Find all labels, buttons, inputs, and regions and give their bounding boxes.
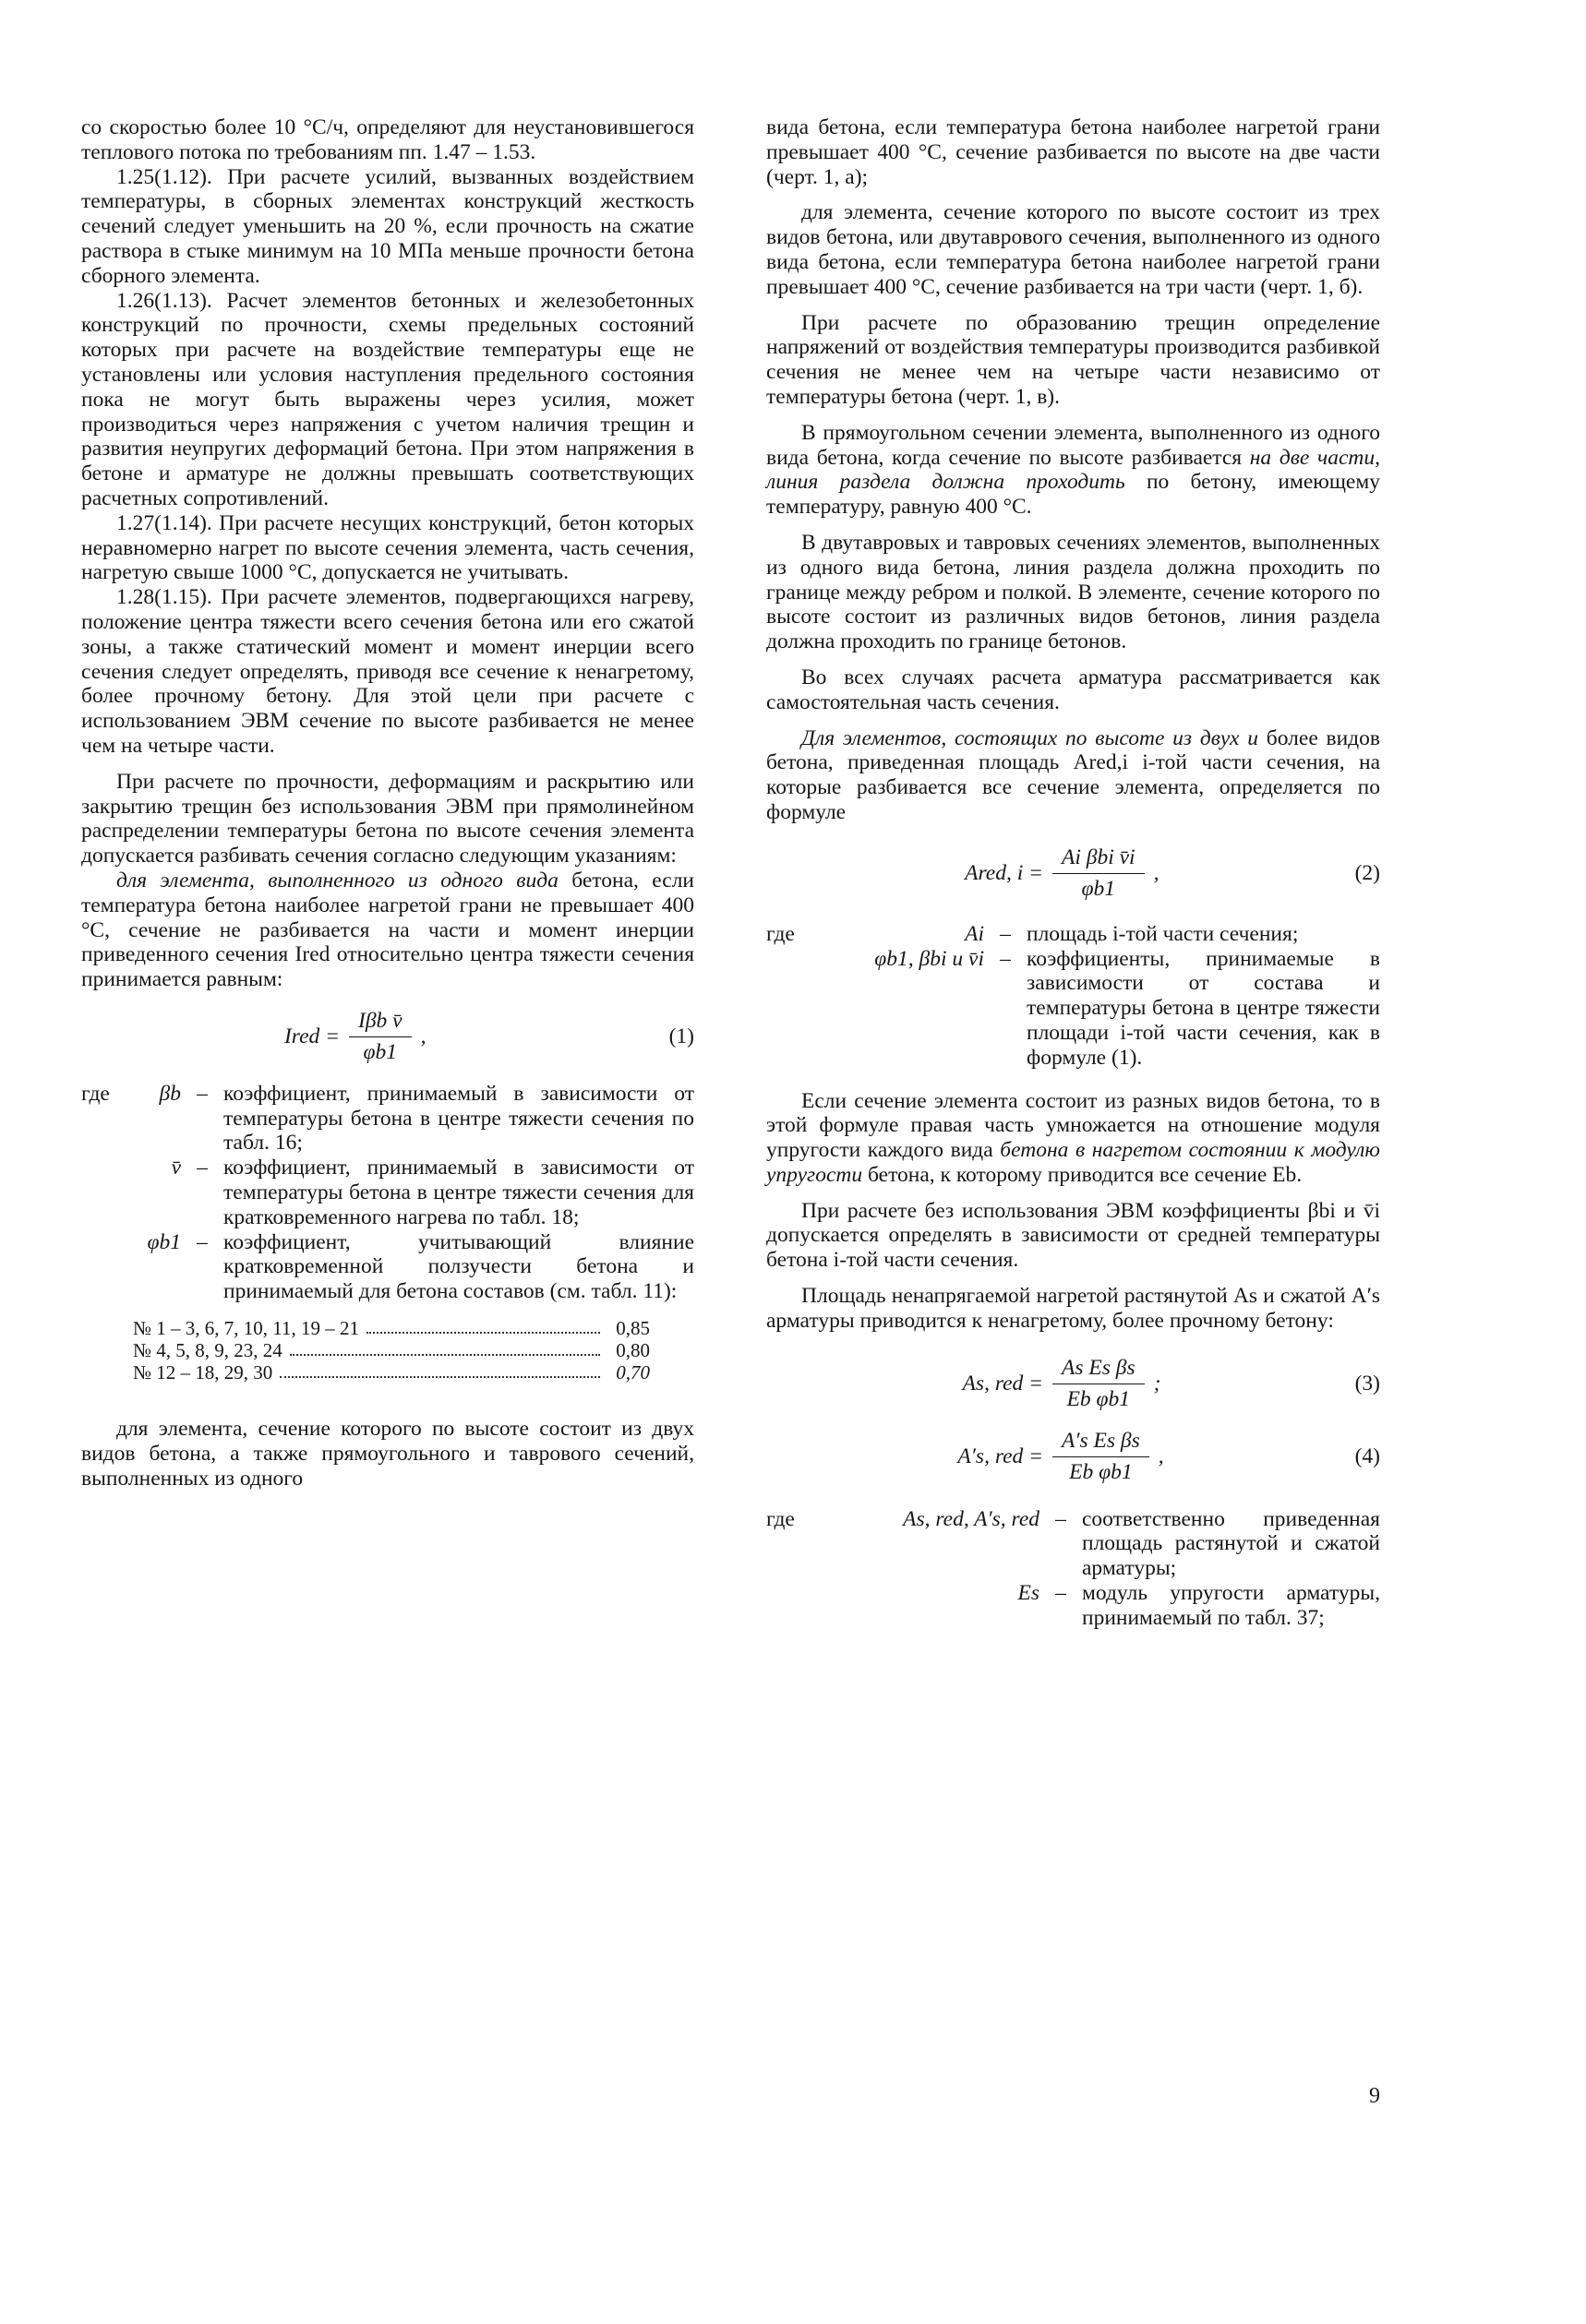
paragraph-rectangular (766, 421, 1380, 520)
composition-row (133, 1339, 650, 1361)
def-where: где (766, 921, 795, 946)
def-where (766, 1581, 807, 1631)
paragraph-continuation: вида бетона, если температура бетона наиболее нагретой грани превышает 400 °С, сечение разбивается по высоте на две части (черт. 1, а); (766, 115, 1380, 189)
formula-2-number: (2) (1354, 860, 1380, 885)
formula-4-fraction (1052, 1429, 1149, 1485)
def-dash: – (197, 1156, 208, 1180)
formula-2-denominator: φb1 (1081, 876, 1116, 901)
paragraph-different-concretes (766, 1089, 1380, 1188)
leader-dots (280, 1361, 600, 1378)
paragraph-continuation: со скоростью более 10 °С/ч, определяют для неустановившегося теплового потока по требованиям пп. 1.47 – 1.53. (81, 115, 694, 164)
left-column (81, 115, 694, 1491)
composition-row (133, 1317, 650, 1339)
def-description: коэффициент, учитывающий влияние кратковременной ползучести бетона и принимаемый для бетона составов (см. табл. 11): (223, 1229, 694, 1304)
diff-text-a: Если сечение элемента состоит из разных видов бетона, то в этой формуле правая часть умножается на отношение модуля упругости каждого вида (766, 1088, 1380, 1163)
def-dash: – (1055, 1506, 1066, 1531)
diff-text-c: бетона, к которому приводится все сечение Eb. (862, 1162, 1303, 1187)
paragraph-cracks: При расчете по образованию трещин определение напряжений от воздействия температуры производится разбивкой сечения не менее чем на четыре части независимо от температуры бетона (черт. 1, в). (766, 310, 1380, 409)
formula-4 (766, 1429, 1380, 1485)
paragraph-strength: При расчете по прочности, деформациям и раскрытию или закрытию трещин без использования ЭВМ при прямолинейном распределении температуры бетона по высоте сечения элемента допускается разбивать сечения согласно следующим указаниям: (81, 769, 694, 869)
definitions-3 (766, 1507, 1380, 1631)
formula-4-numerator: A′s Es βs (1052, 1429, 1149, 1457)
def-symbol: Es (1017, 1581, 1039, 1606)
composition-value: 0,70 (616, 1361, 650, 1384)
paragraph-1-27: 1.27(1.14). При расчете несущих конструкций, бетон которых неравномерно нагрет по высоте сечения элемента, часть сечения, нагретую свыше 1000 °С, допускается не учитывать. (81, 510, 694, 585)
formula-3-number: (3) (1354, 1371, 1380, 1396)
formula-2-lhs: Ared, i = (965, 860, 1043, 885)
paragraph-tee-sections: В двутавровых и тавровых сечениях элементов, выполненных из одного вида бетона, линия раздела должна проходить по границе между ребром и полкой. В элементе, сечение которого по высоте состоит из различных видов бетонов, линия раздела должна проходить по границе бетонов. (766, 530, 1380, 654)
page-number: 9 (1369, 2084, 1380, 2108)
leader-dots (290, 1339, 600, 1356)
def-symbol: φb1, βbi и v̄i (874, 946, 984, 971)
diff-text-italic: бетона в нагретом состоянии к модулю упругости (766, 1138, 1380, 1187)
reduced-text-italic: Для элементов, состоящих по высоте из двух и (801, 725, 1258, 750)
formula-1 (81, 1009, 694, 1065)
compositions-list (81, 1317, 694, 1384)
formula-3-denominator: Eb φb1 (1066, 1386, 1131, 1411)
rect-text-italic: на две части, линия раздела должна проходить (766, 445, 1380, 495)
def-where (766, 947, 807, 1071)
def-description: коэффициент, принимаемый в зависимости от температуры бетона в центре тяжести сечения для кратковременного нагрева по табл. 18; (223, 1156, 694, 1229)
composition-label: № 12 – 18, 29, 30 (133, 1361, 273, 1384)
def-description: коэффициенты, принимаемые в зависимости от состава и температуры бетона в центре тяжести площади i-той части сечения, как в формуле (1). (1027, 946, 1380, 1070)
formula-2 (766, 845, 1380, 902)
formula-2-fraction (1052, 845, 1145, 902)
formula-3-lhs: As, red = (962, 1371, 1043, 1396)
formula-4-tail: , (1158, 1444, 1164, 1468)
reduced-text-rest: более видов бетона, приведенная площадь Ared,i i-той части сечения, на которые разбивается все сечение элемента, определяется по формуле (766, 725, 1380, 824)
formula-1-denominator: φb1 (363, 1039, 398, 1064)
paragraph-three-types: для элемента, сечение которого по высоте состоит из трех видов бетона, или двутаврового сечения, выполненного из одного вида бетона, если температура бетона наиболее нагретой грани превышает 400 °С, сечение разбивается на три части (черт. 1, б). (766, 200, 1380, 299)
def-description: коэффициент, принимаемый в зависимости от температуры бетона в центре тяжести сечения по табл. 16; (223, 1081, 694, 1156)
def-where: где (766, 1506, 795, 1531)
composition-label: № 1 – 3, 6, 7, 10, 11, 19 – 21 (133, 1317, 360, 1340)
rect-text-c: по бетону, имеющему температуру, равную 400 °С. (766, 470, 1380, 520)
formula-2-numerator: Ai βbi v̄i (1052, 845, 1145, 874)
def-dash: – (1000, 946, 1011, 971)
formula-1-numerator: Iβb v̄ (349, 1009, 412, 1037)
paragraph-rebar: Во всех случаях расчета арматура рассматривается как самостоятельная часть сечения. (766, 665, 1380, 714)
formula-2-tail: , (1153, 860, 1159, 885)
paragraph-reduced-area (766, 726, 1380, 825)
def-where: где (81, 1081, 110, 1106)
def-dash: – (1055, 1581, 1066, 1606)
right-column (766, 115, 1380, 1631)
definitions-1 (81, 1082, 694, 1304)
leader-dots (366, 1317, 600, 1334)
def-description: модуль упругости арматуры, принимаемый по табл. 37; (1082, 1581, 1380, 1630)
def-description: площадь i-той части сечения; (1027, 921, 1299, 946)
paragraph-two-types: для элемента, сечение которого по высоте состоит из двух видов бетона, а также прямоугольного и таврового сечений, выполненных из одного (81, 1417, 694, 1491)
paragraph-1-25: 1.25(1.12). При расчете усилий, вызванных воздействием температуры, в сборных элементах конструкций жесткость сечений следует уменьшить на 20 %, если прочность на сжатие раствора в стыке минимум на 10 МПа меньше прочности бетона сборного элемента. (81, 164, 694, 288)
paragraph-one-type (81, 869, 694, 992)
formula-4-denominator: Eb φb1 (1069, 1459, 1133, 1484)
def-symbol: Ai (965, 921, 984, 946)
def-symbol: v̄ (171, 1156, 181, 1180)
formula-3-fraction (1052, 1356, 1145, 1412)
formula-3-tail: ; (1153, 1371, 1161, 1396)
formula-4-number: (4) (1354, 1444, 1380, 1468)
def-symbol: βb (159, 1081, 181, 1106)
def-dash: – (1000, 921, 1011, 946)
def-dash: – (197, 1229, 208, 1254)
def-where (81, 1230, 118, 1304)
one-type-italic: для элемента, выполненного из одного вида (116, 868, 559, 892)
paragraph-reinforcement-area: Площадь ненапрягаемой нагретой растянутой As и сжатой A′s арматуры приводится к ненагретому, более прочному бетону: (766, 1284, 1380, 1333)
formula-1-lhs: Ired = (283, 1024, 340, 1048)
def-where (81, 1156, 118, 1229)
composition-row (133, 1361, 650, 1384)
composition-value: 0,85 (616, 1317, 650, 1340)
def-symbol: As, red, A′s, red (903, 1506, 1039, 1531)
paragraph-1-28: 1.28(1.15). При расчете элементов, подвергающихся нагреву, положение центра тяжести всего сечения бетона или его сжатой зоны, а также статический момент и момент инерции всего сечения следует определять, приводя все сечение к ненагретому, более прочному бетону. Для этой цели при расчете с использованием ЭВМ сечение по высоте разбивается не менее чем на четыре части. (81, 585, 694, 758)
paragraph-no-computer: При расчете без использования ЭВМ коэффициенты βbi и v̄i допускается определять в зависимости от средней температуры бетона i-той части сечения. (766, 1198, 1380, 1273)
def-symbol: φb1 (147, 1229, 181, 1254)
def-dash: – (197, 1081, 208, 1106)
rect-text-a: В прямоугольном сечении элемента, выполненного из одного вида бетона, когда сечение по высоте разбивается (766, 420, 1380, 470)
formula-1-number: (1) (668, 1024, 694, 1048)
composition-label: № 4, 5, 8, 9, 23, 24 (133, 1339, 282, 1362)
formula-3 (766, 1356, 1380, 1412)
def-description: соответственно приведенная площадь растянутой и сжатой арматуры; (1082, 1506, 1380, 1581)
one-type-rest: бетона, если температура бетона наиболее нагретой грани не превышает 400 °С, сечение не разбивается на части и момент инерции приведенного сечения Ired относительно центра тяжести сечения принимается равным: (81, 868, 695, 992)
paragraph-1-26: 1.26(1.13). Расчет элементов бетонных и железобетонных конструкций по прочности, схемы предельных состояний которых при расчете на воздействие температуры еще не установлены или условия наступления предельного состояния пока не могут быть выражены через усилия, может производиться через напряжения с учетом наличия трещин и развития неупругих деформаций бетона. При этом напряжения в бетоне и арматуре не должны превышать соответствующих расчетных сопротивлений. (81, 288, 694, 510)
formula-3-numerator: As Es βs (1052, 1356, 1145, 1384)
formula-1-fraction (349, 1009, 412, 1065)
formula-1-tail: , (420, 1024, 427, 1048)
composition-value: 0,80 (616, 1339, 650, 1362)
definitions-2 (766, 922, 1380, 1071)
formula-4-lhs: A′s, red = (957, 1444, 1043, 1468)
